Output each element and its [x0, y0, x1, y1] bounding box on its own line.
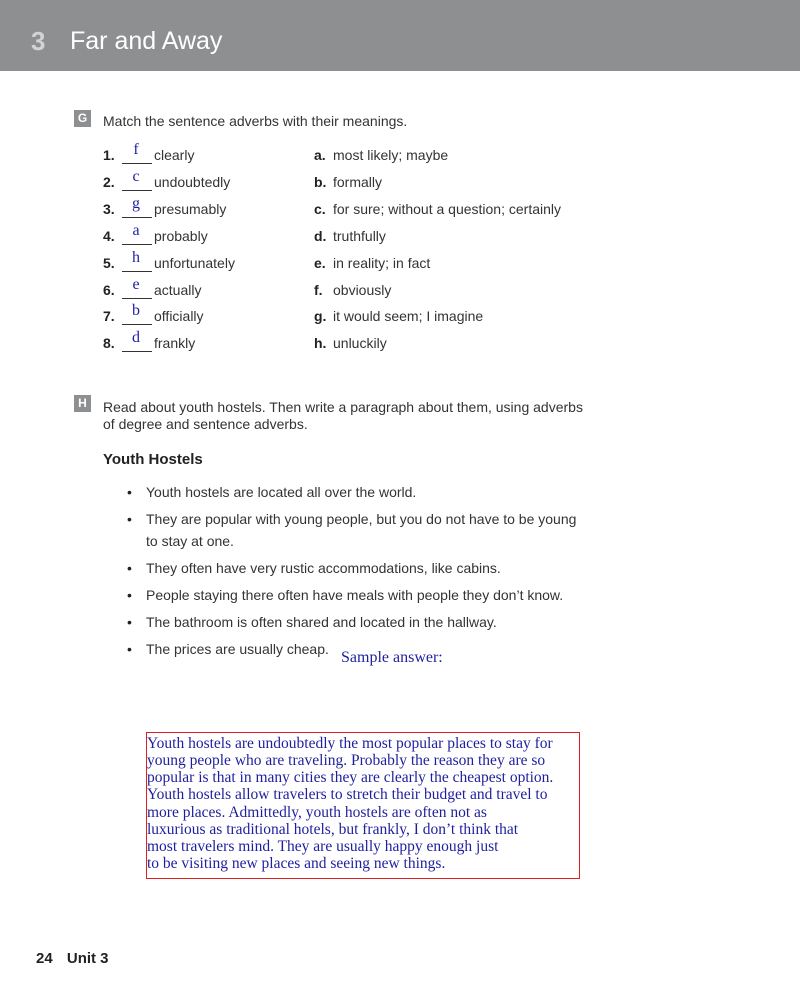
bullet-item: • People staying there often have meals with people they don’t know.: [127, 584, 577, 606]
answer-letter: h: [132, 249, 140, 266]
bullet-item: • They often have very rustic accommodations, like cabins.: [127, 557, 577, 579]
meaning-letter: f.: [314, 282, 323, 298]
meaning-letter: d.: [314, 228, 327, 244]
answer-line: luxurious as traditional hotels, but frankly, I don’t think that: [147, 821, 519, 838]
answer-line: popular is that in many cities they are clearly the cheapest option.: [147, 769, 554, 786]
answer-blank[interactable]: [122, 324, 152, 325]
answer-letter: b: [132, 302, 140, 319]
sample-answer-label: Sample answer:: [341, 649, 443, 666]
adverb-term: presumably: [154, 201, 227, 217]
meaning-letter: h.: [314, 335, 327, 351]
item-number: 1.: [103, 147, 115, 163]
adverb-term: unfortunately: [154, 255, 235, 271]
meaning-text: truthfully: [333, 228, 386, 244]
meaning-text: for sure; without a question; certainly: [333, 201, 562, 217]
meaning-text: most likely; maybe: [333, 147, 449, 163]
bullet-item: • The bathroom is often shared and located in the hallway.: [127, 611, 577, 633]
item-number: 3.: [103, 201, 115, 217]
answer-letter: a: [132, 222, 140, 239]
meaning-text: formally: [333, 174, 383, 190]
meaning-text: it would seem; I imagine: [333, 308, 484, 324]
answer-letter: c: [132, 168, 140, 185]
meaning-letter: g.: [314, 308, 327, 324]
bullet-item: • The prices are usually cheap.: [127, 638, 577, 660]
answer-blank[interactable]: [122, 217, 152, 218]
meaning-text: in reality; in fact: [333, 255, 431, 271]
answer-letter: d: [132, 329, 140, 346]
item-number: 8.: [103, 335, 115, 351]
footer-unit-label: Unit 3: [66, 950, 109, 967]
answer-line: Youth hostels allow travelers to stretch their budget and travel to: [147, 786, 548, 803]
answer-line: to be visiting new places and seeing new things.: [147, 855, 446, 872]
meaning-text: unluckily: [333, 335, 387, 351]
answer-line: more places. Admittedly, youth hostels are often not as: [147, 804, 487, 821]
meaning-letter: c.: [314, 201, 326, 217]
page-footer: [36, 950, 109, 967]
meaning-letter: b.: [314, 174, 327, 190]
adverb-term: officially: [154, 308, 204, 324]
facts-bullet-list: [127, 481, 577, 665]
bullet-item: • Youth hostels are located all over the world.: [127, 481, 577, 503]
section-g-icon: G: [74, 110, 91, 127]
item-number: 7.: [103, 308, 115, 324]
answer-blank[interactable]: [122, 244, 152, 245]
answer-letter: e: [132, 276, 140, 293]
meaning-text: obviously: [333, 282, 392, 298]
page-number: 24: [36, 950, 53, 967]
sample-answer-box: [146, 732, 580, 879]
answer-letter: g: [132, 195, 140, 212]
answer-line: Youth hostels are undoubtedly the most popular places to stay for: [147, 735, 553, 752]
meaning-letter: e.: [314, 255, 326, 271]
answer-blank[interactable]: [122, 163, 152, 164]
item-number: 2.: [103, 174, 115, 190]
answer-line: young people who are traveling. Probably the reason they are so: [147, 752, 546, 769]
answer-blank[interactable]: [122, 351, 152, 352]
section-h-instruction-line1: Read about youth hostels. Then write a paragraph about them, using adverbs: [103, 399, 583, 415]
section-g-instruction: Match the sentence adverbs with their meanings.: [103, 113, 408, 129]
unit-header-bar: [0, 0, 800, 71]
bullet-item: • They are popular with young people, but you do not have to be young to stay at one.: [127, 508, 577, 552]
answer-line: most travelers mind. They are usually happy enough just: [147, 838, 499, 855]
item-number: 4.: [103, 228, 115, 244]
unit-title: Far and Away: [70, 27, 223, 55]
meaning-letter: a.: [314, 147, 326, 163]
item-number: 6.: [103, 282, 115, 298]
adverb-term: actually: [154, 282, 202, 298]
answer-letter: f: [133, 141, 139, 158]
section-h-instruction-line2: of degree and sentence adverbs.: [103, 416, 308, 432]
unit-number: 3: [31, 26, 46, 56]
answer-blank[interactable]: [122, 298, 152, 299]
section-h-icon: H: [74, 395, 91, 412]
adverb-term: frankly: [154, 335, 196, 351]
answer-blank[interactable]: [122, 190, 152, 191]
adverb-term: undoubtedly: [154, 174, 231, 190]
adverb-term: clearly: [154, 147, 195, 163]
youth-hostels-heading: Youth Hostels: [103, 451, 203, 468]
answer-blank[interactable]: [122, 271, 152, 272]
item-number: 5.: [103, 255, 115, 271]
adverb-term: probably: [154, 228, 208, 244]
